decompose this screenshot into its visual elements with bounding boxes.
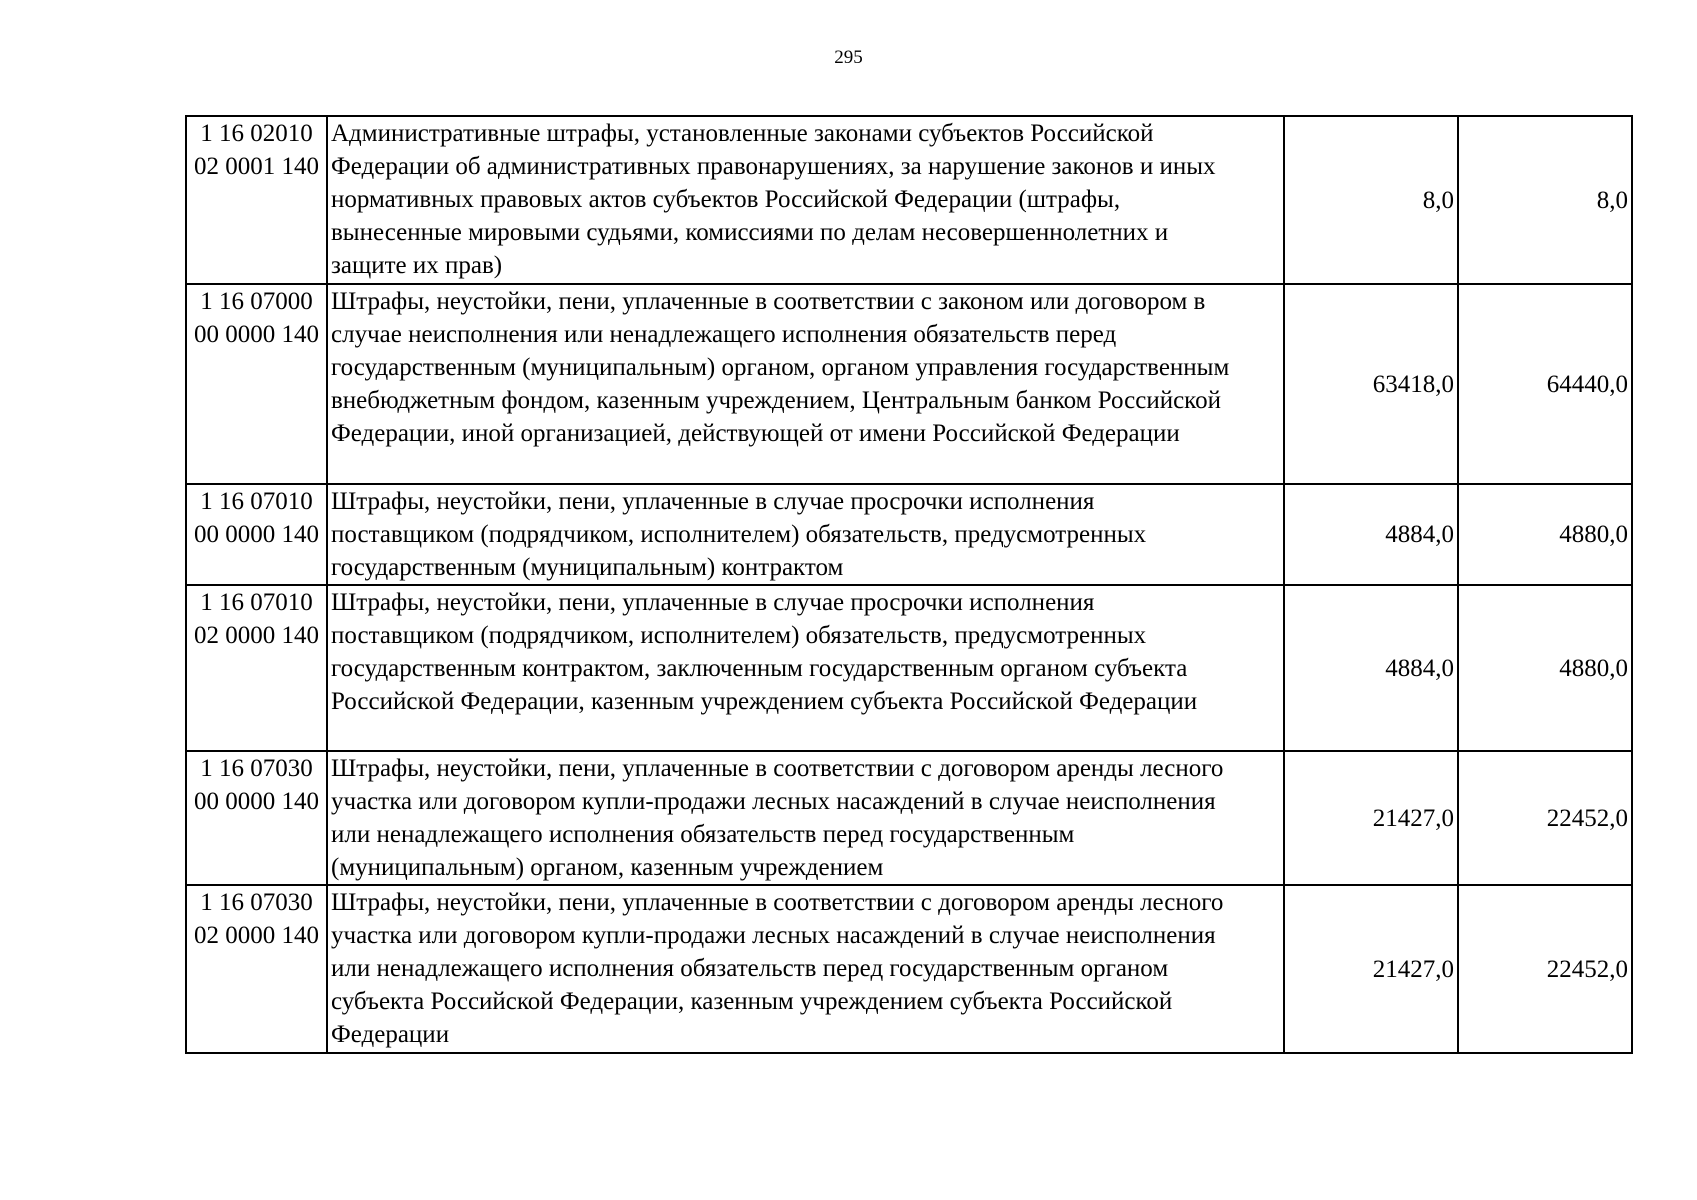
budget-code-line: 00 0000 140: [194, 521, 319, 548]
budget-code-line: 1 16 02010: [200, 120, 313, 147]
budget-code-cell: [186, 885, 327, 1053]
value-cell-1: 21427,0: [1284, 885, 1458, 1053]
table-row: [186, 751, 1632, 885]
description-cell: Штрафы, неустойки, пени, уплаченные в случае просрочки исполнения поставщиком (подрядчиком, исполнителем) обязательств, предусмотренных государственным контрактом, заключенным государственным органом субъекта Российской Федерации, казенным учреждением субъекта Российской Федерации: [327, 585, 1284, 751]
value-cell-1: 21427,0: [1284, 751, 1458, 885]
budget-code-cell: [186, 484, 327, 585]
value-cell-1: 4884,0: [1284, 585, 1458, 751]
value-cell-1: 8,0: [1284, 116, 1458, 284]
budget-code-line: 02 0000 140: [194, 622, 319, 649]
description-cell: Штрафы, неустойки, пени, уплаченные в соответствии с законом или договором в случае неисполнения или ненадлежащего исполнения обязательств перед государственным (муниципальным) органом, органом управления государственным внебюджетным фондом, казенным учреждением, Центральным банком Российской Федерации, иной организацией, действующей от имени Российской Федерации: [327, 284, 1284, 484]
budget-code-line: 00 0000 140: [194, 321, 319, 348]
value-cell-2: 22452,0: [1458, 751, 1632, 885]
value-cell-1: 63418,0: [1284, 284, 1458, 484]
value-cell-2: 22452,0: [1458, 885, 1632, 1053]
description-cell: Штрафы, неустойки, пени, уплаченные в соответствии с договором аренды лесного участка или договором купли-продажи лесных насаждений в случае неисполнения или ненадлежащего исполнения обязательств перед государственным органом субъекта Российской Федерации, казенным учреждением субъекта Российской Федерации: [327, 885, 1284, 1053]
value-cell-2: 4880,0: [1458, 484, 1632, 585]
budget-code-line: 1 16 07010: [200, 589, 313, 616]
budget-code-cell: [186, 585, 327, 751]
budget-code-cell: [186, 116, 327, 284]
budget-code-line: 02 0000 140: [194, 922, 319, 949]
table-row: [186, 885, 1632, 1053]
value-cell-2: 64440,0: [1458, 284, 1632, 484]
budget-code-cell: [186, 751, 327, 885]
page-number: 295: [834, 47, 863, 68]
budget-code-line: 02 0001 140: [194, 153, 319, 180]
budget-code-line: 1 16 07000: [200, 288, 313, 315]
value-cell-1: 4884,0: [1284, 484, 1458, 585]
description-cell: Штрафы, неустойки, пени, уплаченные в случае просрочки исполнения поставщиком (подрядчиком, исполнителем) обязательств, предусмотренных государственным (муниципальным) контрактом: [327, 484, 1284, 585]
budget-code-line: 00 0000 140: [194, 788, 319, 815]
budget-code-line: 1 16 07030: [200, 889, 313, 916]
table-row: [186, 116, 1632, 284]
budget-code-cell: [186, 284, 327, 484]
budget-code-line: 1 16 07030: [200, 755, 313, 782]
value-cell-2: 4880,0: [1458, 585, 1632, 751]
budget-code-line: 1 16 07010: [200, 488, 313, 515]
table-row: [186, 484, 1632, 585]
description-cell: Штрафы, неустойки, пени, уплаченные в соответствии с договором аренды лесного участка или договором купли-продажи лесных насаждений в случае неисполнения или ненадлежащего исполнения обязательств перед государственным (муниципальным) органом, казенным учреждением: [327, 751, 1284, 885]
description-cell: Административные штрафы, установленные законами субъектов Российской Федерации об административных правонарушениях, за нарушение законов и иных нормативных правовых актов субъектов Российской Федерации (штрафы, вынесенные мировыми судьями, комиссиями по делам несовершеннолетних и защите их прав): [327, 116, 1284, 284]
budget-table: [185, 115, 1633, 1054]
table-row: [186, 284, 1632, 484]
value-cell-2: 8,0: [1458, 116, 1632, 284]
table-row: [186, 585, 1632, 751]
